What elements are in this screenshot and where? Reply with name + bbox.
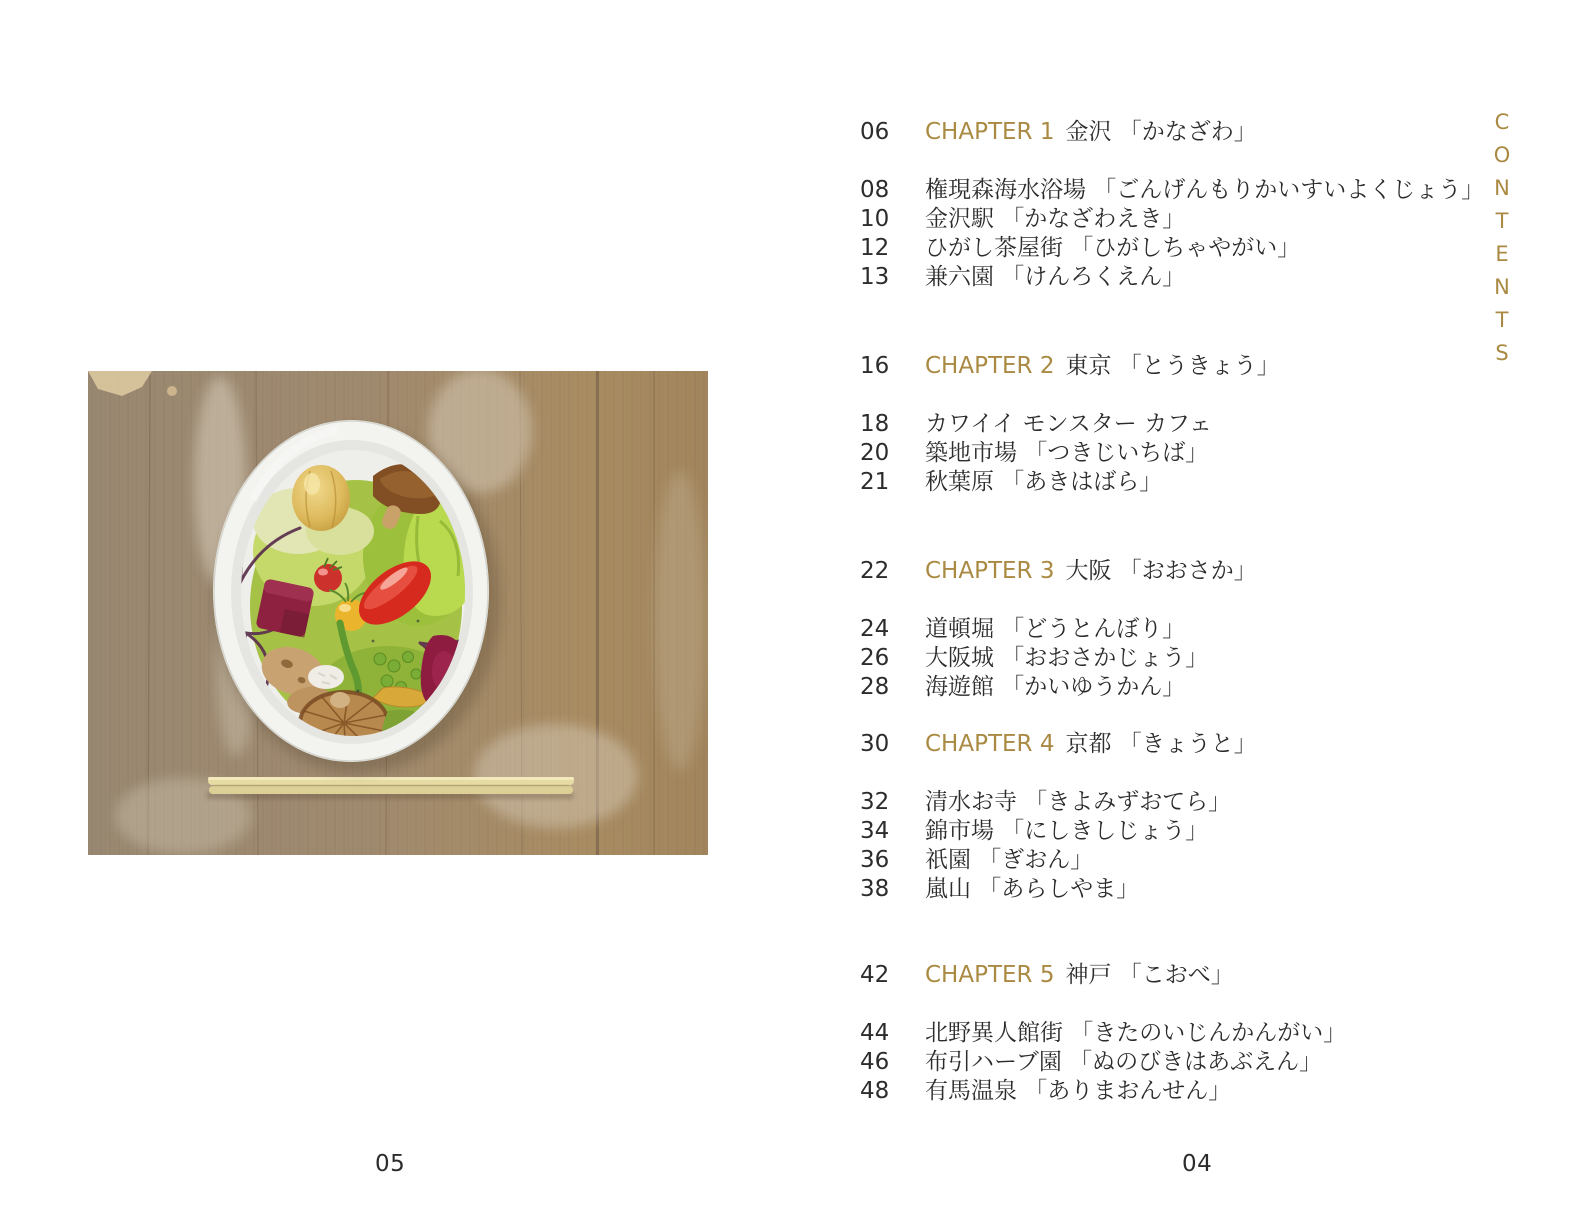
toc-chapter-title	[925, 118, 1257, 147]
toc-items	[860, 176, 1485, 292]
chapter-title-text: 大阪 「おおさか」	[1065, 558, 1257, 584]
toc-item-title: 金沢駅 「かなざわえき」	[925, 206, 1186, 232]
toc-chapter-row	[860, 961, 1460, 990]
toc-items	[860, 615, 1460, 702]
toc-page-number: 13	[860, 264, 890, 290]
toc-item	[860, 817, 1460, 846]
toc-item	[860, 615, 1460, 644]
toc-chapter-row	[860, 352, 1460, 381]
toc-page-number: 48	[860, 1078, 890, 1104]
toc-page-number: 20	[860, 440, 890, 466]
toc-item-title: 兼六園 「けんろくえん」	[925, 264, 1186, 290]
contents-vertical-label: CONTENTS	[1490, 110, 1514, 374]
toc-item-title: カワイイ モンスター カフェ	[925, 411, 1212, 437]
toc-item	[860, 1019, 1460, 1048]
toc-chapter-title	[925, 730, 1257, 759]
toc-section-chapter-2	[860, 352, 1460, 497]
toc-item	[860, 439, 1460, 468]
toc-section-chapter-1	[860, 118, 1485, 292]
toc-item	[860, 1048, 1460, 1077]
toc-item-title: 道頓堀 「どうとんぼり」	[925, 616, 1186, 642]
toc-item	[860, 1077, 1460, 1106]
toc-page-number: 46	[860, 1049, 890, 1075]
toc-page-number: 24	[860, 616, 890, 642]
toc-item	[860, 205, 1460, 234]
food-photo	[88, 371, 708, 855]
toc-section-chapter-5	[860, 961, 1460, 1106]
toc-item-title: 有馬温泉 「ありまおんせん」	[925, 1078, 1232, 1104]
toc-page-number: 36	[860, 847, 890, 873]
toc-item-title: 権現森海水浴場 「ごんげんもりかいすいよくじょう」	[925, 177, 1485, 203]
toc-page-number: 08	[860, 177, 890, 203]
toc-page-number: 06	[860, 119, 890, 145]
toc-item-title: 秋葉原 「あきはばら」	[925, 469, 1163, 495]
toc-chapter-title	[925, 352, 1280, 381]
toc-page-number: 26	[860, 645, 890, 671]
toc-page-number: 42	[860, 962, 890, 988]
toc-chapter-row	[860, 557, 1460, 586]
toc-page-number: 30	[860, 731, 890, 757]
toc-items	[860, 1019, 1460, 1106]
toc-item	[860, 234, 1460, 263]
chapter-label: CHAPTER 2	[925, 353, 1055, 379]
toc-item	[860, 644, 1460, 673]
toc-items	[860, 410, 1460, 497]
toc-item	[860, 875, 1460, 904]
toc-item	[860, 176, 1485, 205]
right-page-number: 04	[1182, 1151, 1213, 1177]
toc-items	[860, 788, 1460, 904]
toc-page-number: 32	[860, 789, 890, 815]
toc-section-chapter-3	[860, 557, 1460, 702]
toc-item	[860, 846, 1460, 875]
toc-chapter-row	[860, 118, 1460, 147]
toc-item	[860, 468, 1460, 497]
toc-chapter-row	[860, 730, 1460, 759]
toc-item-title: 北野異人館街 「きたのいじんかんがい」	[925, 1020, 1347, 1046]
toc-page-number: 34	[860, 818, 890, 844]
toc-item-title: 錦市場 「にしきしじょう」	[925, 818, 1209, 844]
toc-page-number: 18	[860, 411, 890, 437]
toc-item	[860, 788, 1460, 817]
chapter-label: CHAPTER 4	[925, 731, 1055, 757]
toc-section-chapter-4	[860, 730, 1460, 904]
toc-chapter-title	[925, 557, 1257, 586]
toc-page-number: 21	[860, 469, 890, 495]
toc-page-number: 28	[860, 674, 890, 700]
toc-item-title: ひがし茶屋街 「ひがしちゃやがい」	[925, 235, 1301, 261]
toc-page-number: 22	[860, 558, 890, 584]
chapter-title-text: 神戸 「こおべ」	[1065, 962, 1234, 988]
toc-item-title: 清水お寺 「きよみずおてら」	[925, 789, 1232, 815]
chopsticks	[206, 777, 574, 799]
toc-item	[860, 410, 1460, 439]
table-of-contents	[860, 118, 1485, 1106]
toc-item-title: 築地市場 「つきじいちば」	[925, 440, 1209, 466]
food-photo-illustration	[88, 371, 708, 855]
chapter-label: CHAPTER 5	[925, 962, 1055, 988]
toc-page-number: 44	[860, 1020, 890, 1046]
toc-page-number: 12	[860, 235, 890, 261]
toc-item-title: 海遊館 「かいゆうかん」	[925, 674, 1186, 700]
toc-item	[860, 673, 1460, 702]
toc-item-title: 大阪城 「おおさかじょう」	[925, 645, 1209, 671]
toc-item-title: 布引ハーブ園 「ぬのびきはあぶえん」	[925, 1049, 1323, 1075]
toc-page-number: 16	[860, 353, 890, 379]
left-page-number: 05	[375, 1151, 406, 1177]
toc-item-title: 祇園 「ぎおん」	[925, 847, 1094, 873]
chapter-title-text: 金沢 「かなざわ」	[1065, 119, 1257, 145]
chapter-title-text: 東京 「とうきょう」	[1065, 353, 1280, 379]
toc-chapter-title	[925, 961, 1234, 990]
chapter-label: CHAPTER 1	[925, 119, 1055, 145]
toc-page-number: 10	[860, 206, 890, 232]
toc-item-title: 嵐山 「あらしやま」	[925, 876, 1140, 902]
toc-page-number: 38	[860, 876, 890, 902]
toc-item	[860, 263, 1460, 292]
chapter-label: CHAPTER 3	[925, 558, 1055, 584]
chapter-title-text: 京都 「きょうと」	[1065, 731, 1257, 757]
